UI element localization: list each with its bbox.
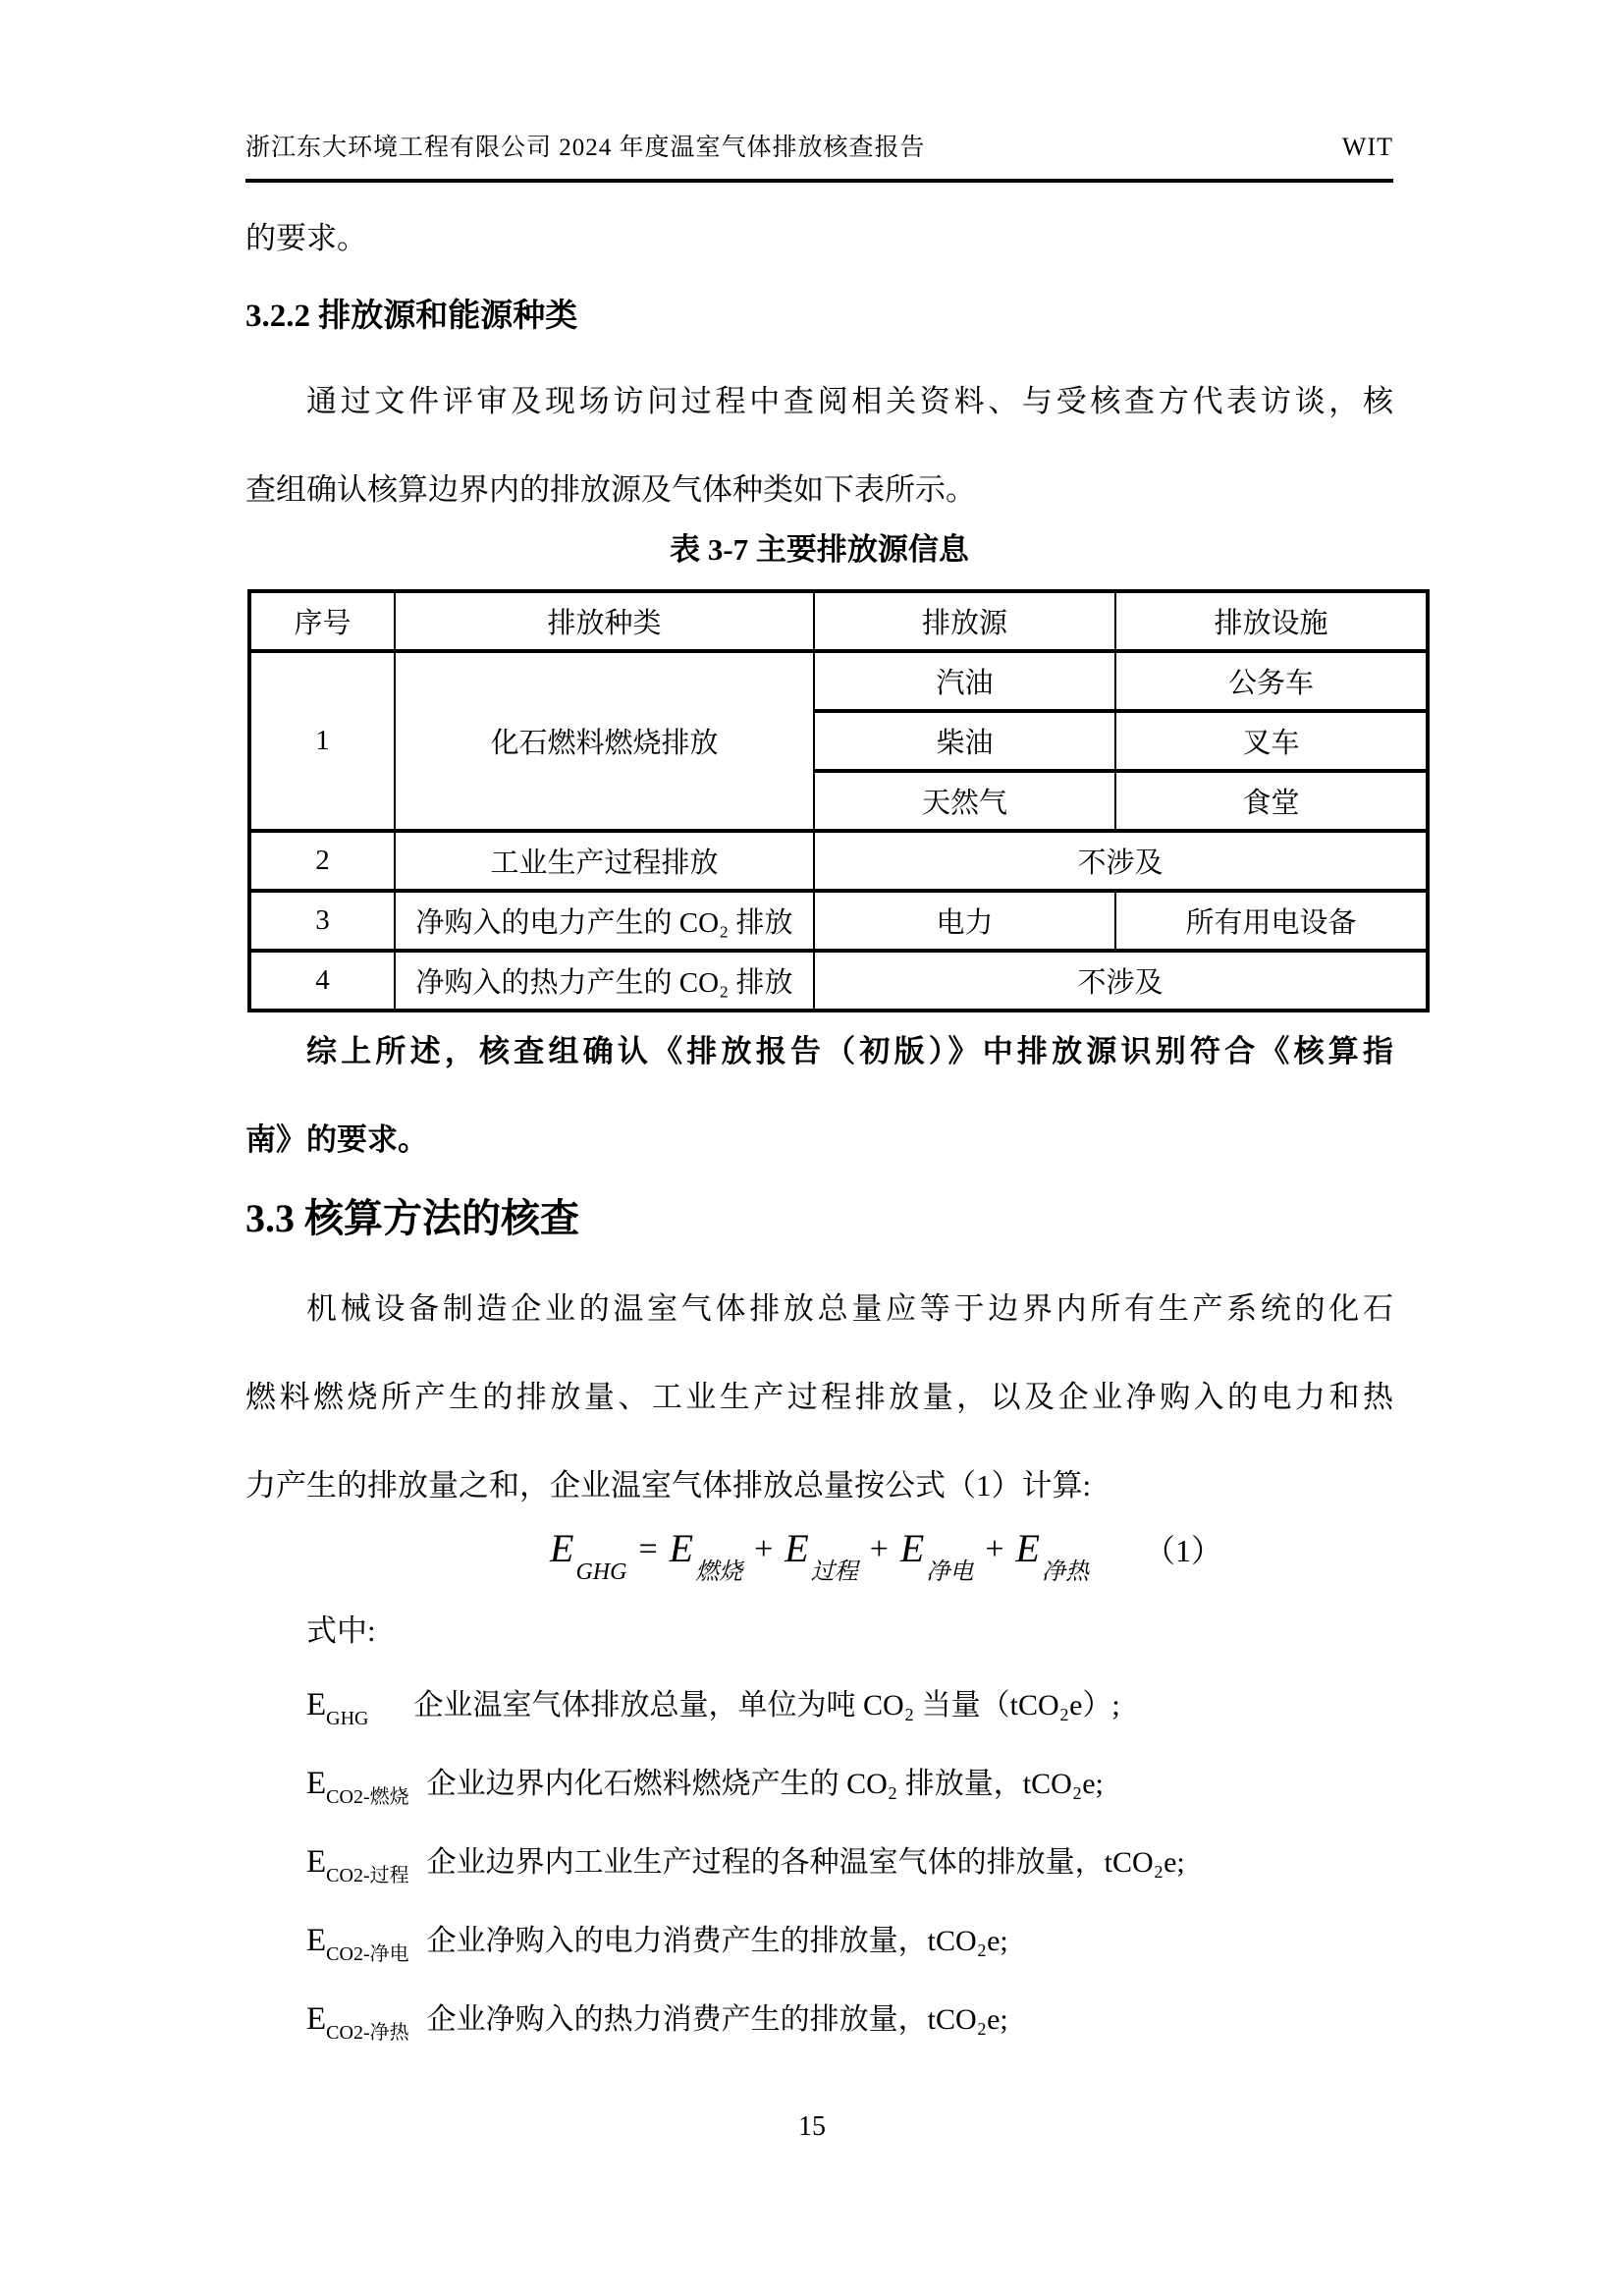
cell-row3-facility: 所有用电设备 xyxy=(1115,891,1428,951)
definition-text: 企业净购入的热力消费产生的排放量，tCO₂e; xyxy=(426,2003,1008,2036)
paragraph-line: 燃料燃烧所产生的排放量、工业生产过程排放量，以及企业净购入的电力和热 xyxy=(245,1380,1393,1414)
cell-row4-merged: 不涉及 xyxy=(814,951,1428,1011)
equation-number: （1） xyxy=(1143,1533,1222,1568)
table-row xyxy=(249,951,1428,1011)
paragraph-line: 机械设备制造企业的温室气体排放总量应等于边界内所有生产系统的化石 xyxy=(306,1291,1393,1326)
cell-row3-source: 电力 xyxy=(814,891,1115,951)
definition-text: 企业边界内工业生产过程的各种温室气体的排放量，tCO₂e; xyxy=(426,1846,1185,1879)
col-header-source: 排放源 xyxy=(814,591,1115,651)
cell-row1-no: 1 xyxy=(249,651,395,831)
formula-term: $E_{燃烧}$ xyxy=(669,1525,743,1586)
cell-row4-kind: 净购入的热力产生的 CO₂ 排放 xyxy=(395,951,814,1011)
plus-sign: + xyxy=(985,1531,1004,1567)
cell-row3-no: 3 xyxy=(249,891,395,951)
definition-item xyxy=(245,1995,1393,2043)
cell-row1-facility-1: 叉车 xyxy=(1115,711,1428,771)
header-logo-text: WIT xyxy=(1341,133,1393,161)
definition-symbol: $E_{CO2-燃烧}$ xyxy=(306,1766,409,1809)
table-caption: 表 3-7 主要排放源信息 xyxy=(670,532,969,567)
definition-text: 企业净购入的电力消费产生的排放量，tCO₂e; xyxy=(426,1925,1008,1957)
definition-item xyxy=(245,1917,1393,1964)
definition-symbol: $E_{CO2-净电}$ xyxy=(306,1923,409,1966)
cell-row1-facility-2: 食堂 xyxy=(1115,771,1428,831)
page-number: 15 xyxy=(798,2111,826,2142)
formula-term: $E_{净热}$ xyxy=(1015,1525,1089,1586)
formula-lhs: $E_{GHG}$ xyxy=(550,1525,627,1586)
table-header-row xyxy=(249,591,1428,651)
cell-row3-kind: 净购入的电力产生的 CO₂ 排放 xyxy=(395,891,814,951)
cell-row1-kind: 化石燃料燃烧排放 xyxy=(395,651,814,831)
definition-item xyxy=(245,1838,1393,1886)
cell-row2-no: 2 xyxy=(249,831,395,891)
formula-term: $E_{净电}$ xyxy=(899,1525,974,1586)
definition-symbol: $E_{CO2-过程}$ xyxy=(306,1844,409,1887)
cell-row1-source-2: 天然气 xyxy=(814,771,1115,831)
table-row xyxy=(249,831,1428,891)
cell-row4-no: 4 xyxy=(249,951,395,1011)
cell-row1-source-0: 汽油 xyxy=(814,651,1115,711)
intro-tail-line: 的要求。 xyxy=(245,221,367,255)
definition-symbol: $E_{GHG}$ xyxy=(306,1687,369,1730)
cell-row2-kind: 工业生产过程排放 xyxy=(395,831,814,891)
summary-line: 综上所述，核查组确认《排放报告（初版）》中排放源识别符合《核算指 xyxy=(306,1034,1393,1068)
formula-block xyxy=(245,1512,1393,1587)
section-heading-33: 3.3 核算方法的核查 xyxy=(245,1196,579,1240)
summary-line: 南》的要求。 xyxy=(245,1122,428,1157)
definition-item xyxy=(245,1681,1393,1728)
emission-source-table xyxy=(247,589,1430,1012)
paragraph-line: 力产生的排放量之和，企业温室气体排放总量按公式（1）计算: xyxy=(245,1468,1092,1503)
col-header-facility: 排放设施 xyxy=(1115,591,1428,651)
equals-sign: = xyxy=(638,1531,658,1567)
definition-text: 企业温室气体排放总量，单位为吨 CO₂ 当量（tCO₂e）; xyxy=(413,1689,1120,1722)
col-header-no: 序号 xyxy=(249,591,395,651)
plus-sign: + xyxy=(869,1531,889,1567)
emission-table-wrap xyxy=(245,589,1393,1012)
plus-sign: + xyxy=(754,1531,774,1567)
cell-row1-source-1: 柴油 xyxy=(814,711,1115,771)
definition-item xyxy=(245,1760,1393,1807)
page-header xyxy=(245,128,1393,183)
paragraph-line: 查组确认核算边界内的排放源及气体种类如下表所示。 xyxy=(245,472,976,507)
definition-symbol: $E_{CO2-净热}$ xyxy=(306,2001,409,2045)
cell-row2-merged: 不涉及 xyxy=(814,831,1428,891)
formula-term: $E_{过程}$ xyxy=(785,1525,858,1586)
definition-text: 企业边界内化石燃料燃烧产生的 CO₂ 排放量，tCO₂e; xyxy=(426,1768,1104,1800)
where-label: 式中: xyxy=(306,1613,376,1648)
col-header-kind: 排放种类 xyxy=(395,591,814,651)
header-title: 浙江东大环境工程有限公司 2024 年度温室气体排放核查报告 xyxy=(245,135,926,161)
section-heading-322: 3.2.2 排放源和能源种类 xyxy=(245,299,578,334)
cell-row1-facility-0: 公务车 xyxy=(1115,651,1428,711)
table-row xyxy=(249,891,1428,951)
table-row xyxy=(249,651,1428,711)
paragraph-line: 通过文件评审及现场访问过程中查阅相关资料、与受核查方代表访谈，核 xyxy=(306,384,1393,418)
